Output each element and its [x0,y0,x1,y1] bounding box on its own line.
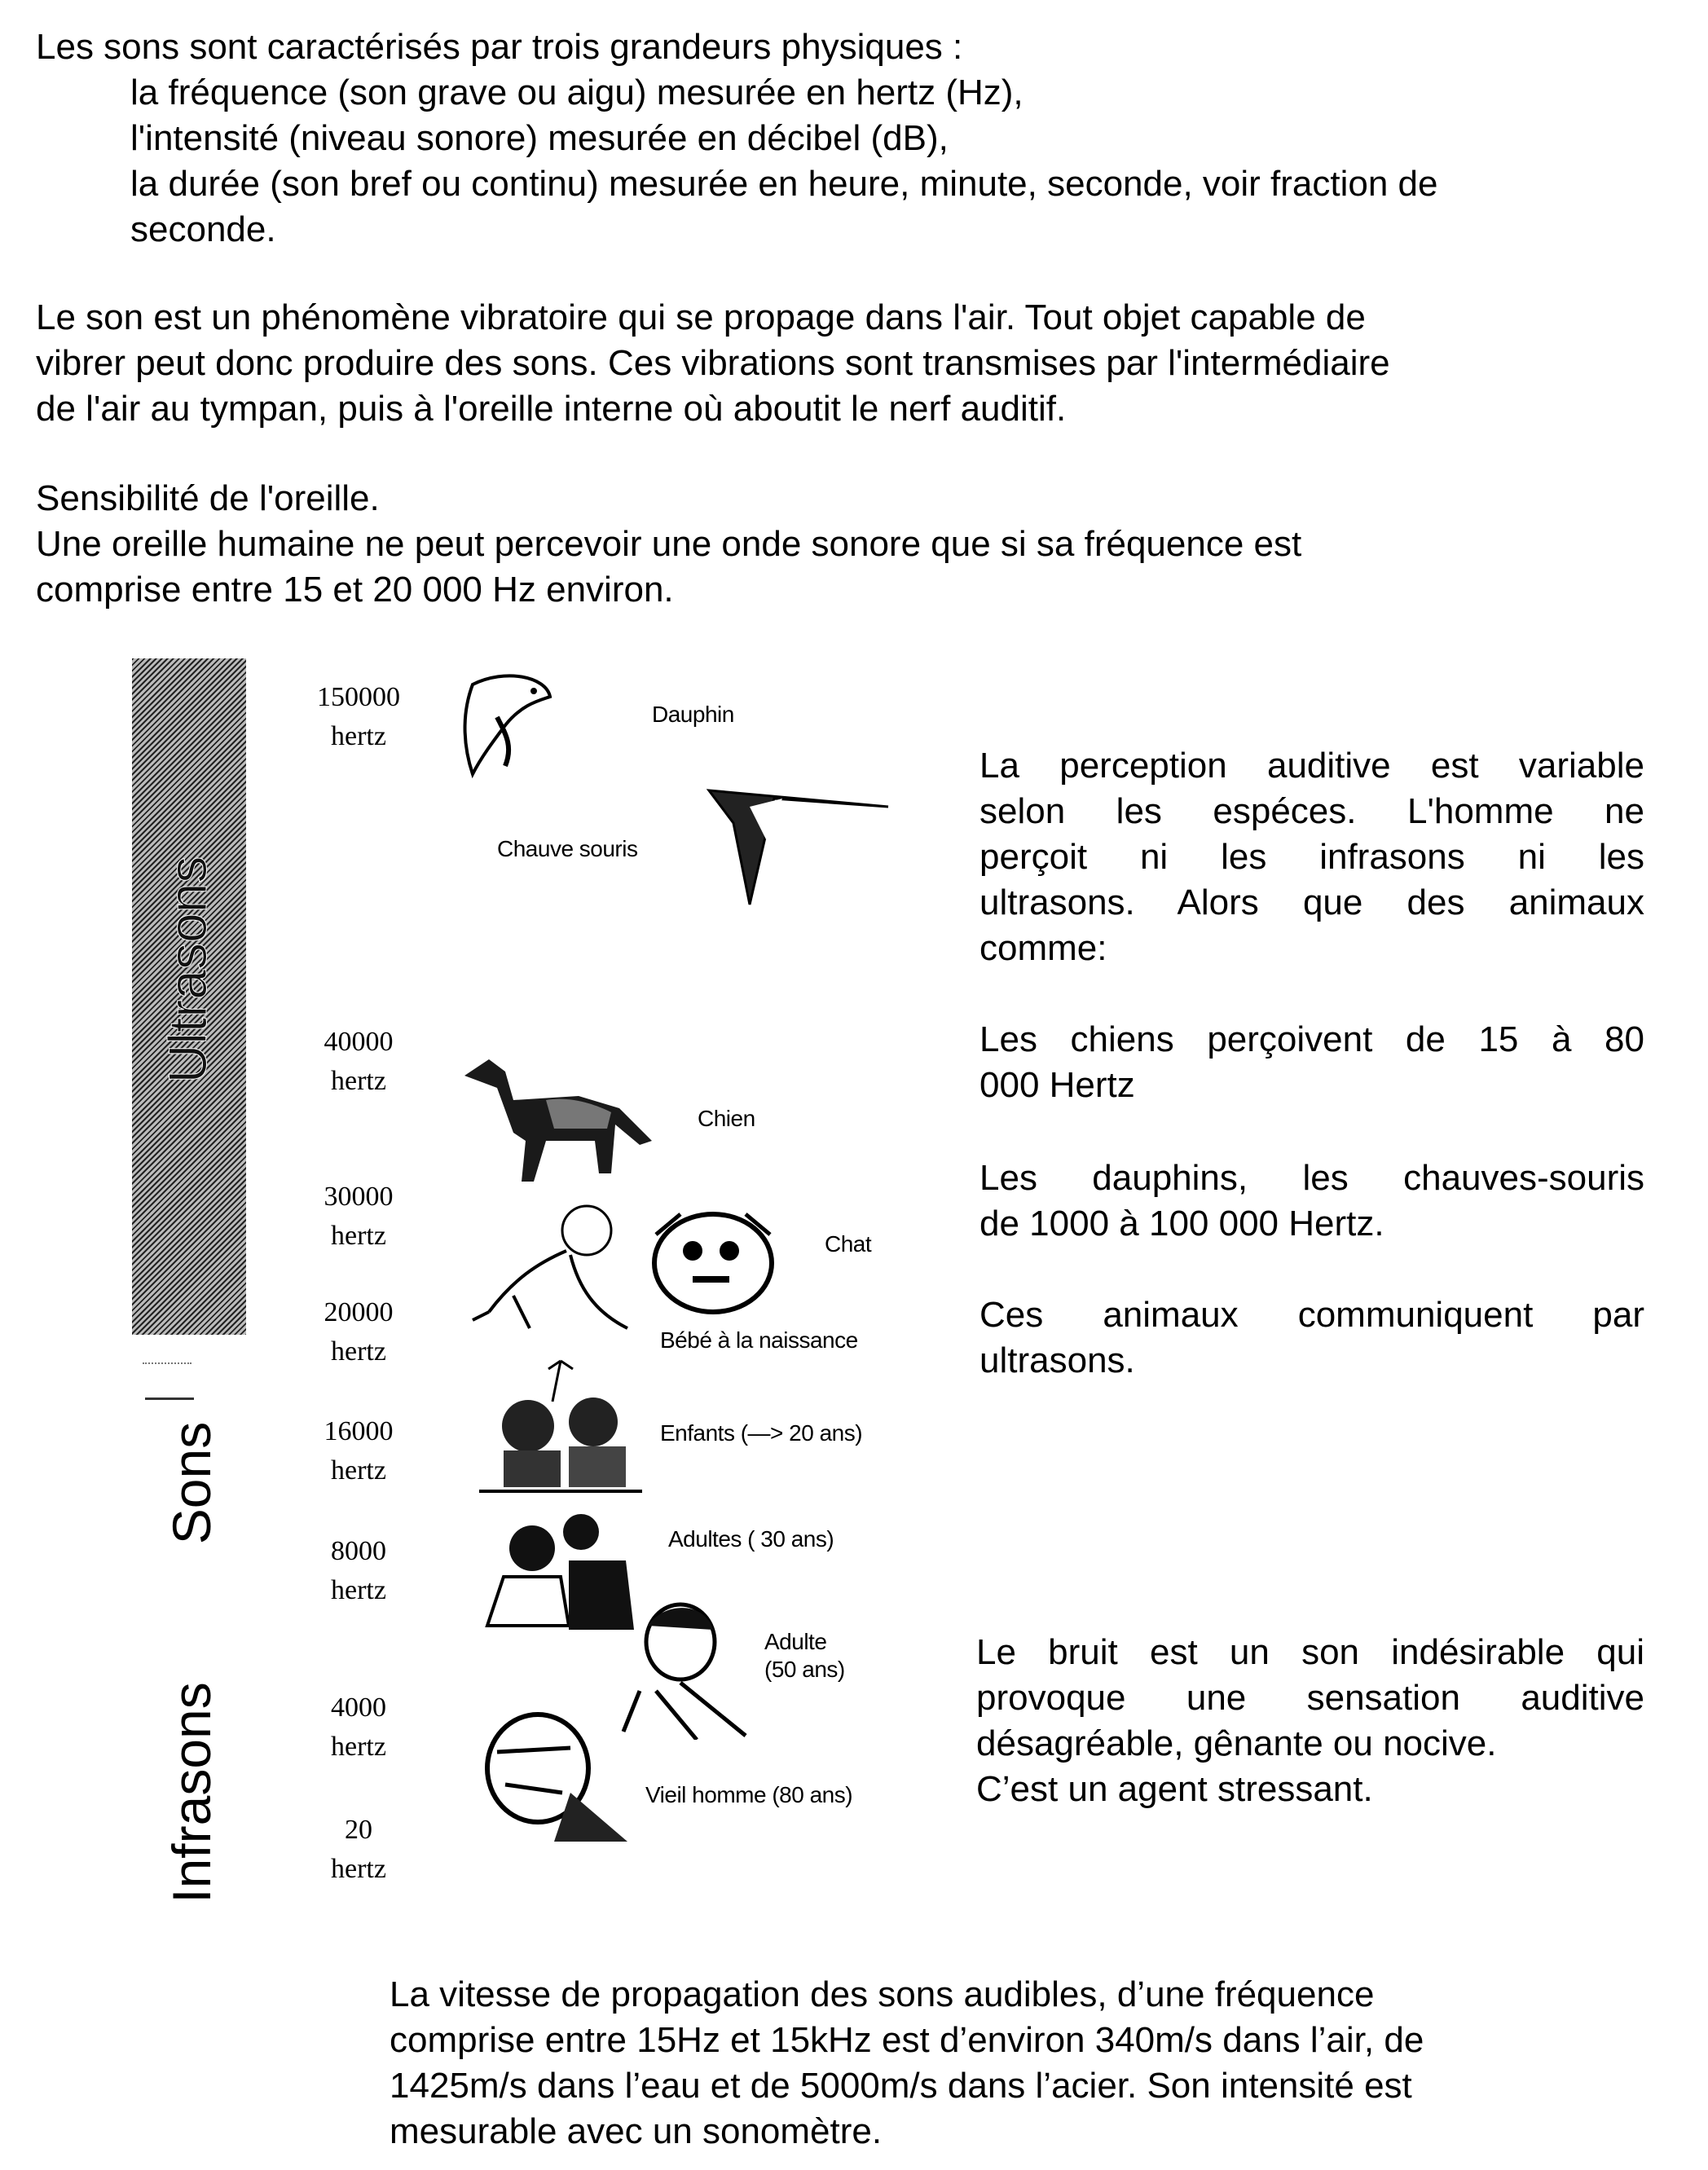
freq-4000: 4000 hertz [331,1692,386,1762]
divider-dots-1 [143,1362,191,1364]
baby-illustration [464,1198,644,1340]
intro-item-intensite: l'intensité (niveau sonore) mesurée en décibel (dB), [130,118,949,158]
bruit-paragraph: Le bruit est un son indésirable qui provoque une sensation auditive désagréable, gênante ou nocive. C’est un agent stressant. [976,1632,1644,1809]
children-illustration [471,1353,650,1499]
old-man-illustration [473,1703,636,1846]
freq-40000: 40000 hertz [324,1027,394,1096]
label-dauphin: Dauphin [652,702,734,727]
bottom-paragraph: La vitesse de propagation des sons audibles, d’une fréquence comprise entre 15Hz et 15kHz est d’environ 340m/s dans l’air, de 1425m/s dans l’eau et de 5000m/s dans l’acier. Son intensité est mesurable avec un sonomètre. [390,1974,1424,2151]
sensibility-line-2: comprise entre 15 et 20 000 Hz environ. [36,570,674,610]
freq-8000: 8000 hertz [331,1536,386,1605]
cat-illustration [648,1202,778,1316]
communiquent-paragraph: Ces animaux communiquent par ultrasons. [979,1295,1644,1380]
para2-line-3: de l'air au tympan, puis à l'oreille interne où aboutit le nerf auditif. [36,389,1067,429]
label-bebe: Bébé à la naissance [660,1327,858,1353]
dog-illustration [456,1051,668,1190]
label-vieil-homme: Vieil homme (80 ans) [645,1782,853,1807]
label-chien: Chien [698,1106,755,1131]
freq-20000: 20000 hertz [324,1297,394,1367]
bat-illustration [701,774,896,921]
para2-line-2: vibrer peut donc produire des sons. Ces vibrations sont transmises par l'intermédiaire [36,343,1390,383]
intro-heading: Les sons sont caractérisés par trois grandeurs physiques : [36,27,963,67]
label-adulte-50: Adulte (50 ans) [764,1629,845,1682]
sons-label: Sons [161,1421,222,1545]
chiens-paragraph: Les chiens perçoivent de 15 à 80 000 Hertz [979,1019,1644,1105]
freq-20: 20 hertz [331,1815,386,1884]
intro-item-duree: la durée (son bref ou continu) mesurée en heure, minute, seconde, voir fraction de [130,164,1438,204]
intro-item-frequence: la fréquence (son grave ou aigu) mesurée en hertz (Hz), [130,73,1023,112]
label-enfants: Enfants (—> 20 ans) [660,1420,863,1446]
dauphins-paragraph: Les dauphins, les chauves-souris de 1000 à 100 000 Hertz. [979,1158,1644,1243]
dolphin-illustration [456,668,554,790]
perception-paragraph: La perception auditive est variable selon les espéces. L'homme ne perçoit ni les infrasons ni les ultrasons. Alors que des animaux comme: [979,746,1644,968]
infrasons-label: Infrasons [161,1682,222,1904]
sensibility-line-1: Une oreille humaine ne peut percevoir une onde sonore que si sa fréquence est [36,524,1302,564]
ultrasons-label: Ultrasons [157,856,218,1084]
freq-150000: 150000 hertz [317,682,400,751]
sensibility-title: Sensibilité de l'oreille. [36,478,380,518]
label-chat: Chat [825,1231,872,1257]
freq-16000: 16000 hertz [324,1416,394,1486]
freq-30000: 30000 hertz [324,1182,394,1251]
para2-line-1: Le son est un phénomène vibratoire qui se propage dans l'air. Tout objet capable de [36,297,1366,337]
label-adultes-30: Adultes ( 30 ans) [668,1526,834,1552]
intro-item-duree-cont: seconde. [130,209,276,249]
label-chauve-souris: Chauve souris [497,836,638,861]
